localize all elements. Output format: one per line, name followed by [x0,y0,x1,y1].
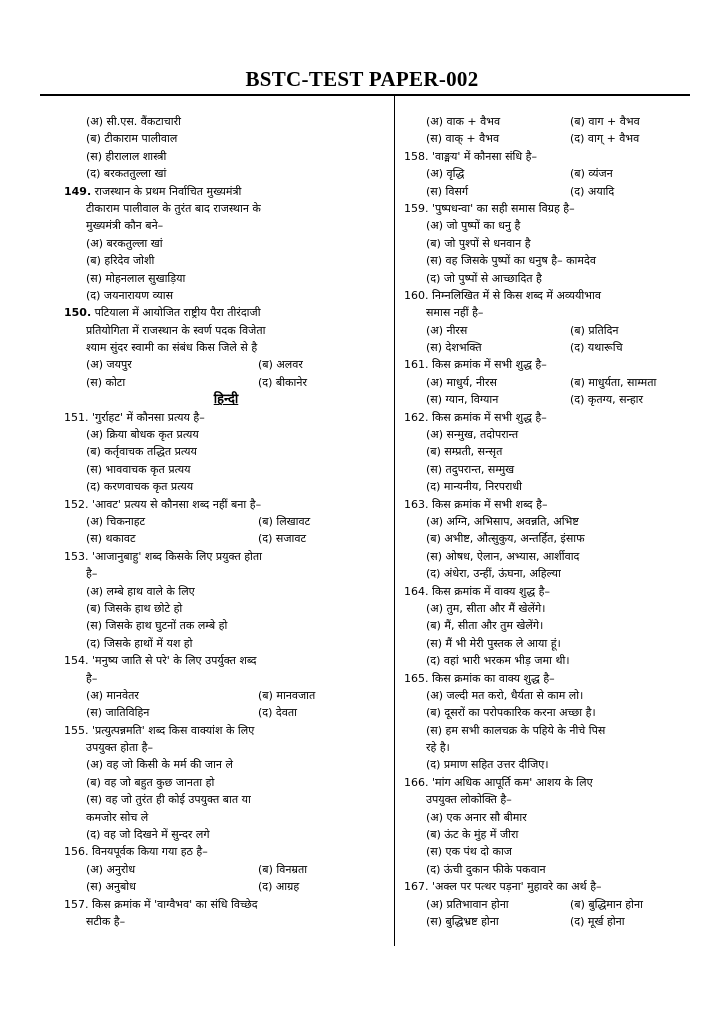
text-line [64,635,388,652]
text-line [64,896,388,913]
text-line [404,130,694,147]
line-text: (ब) दूसरों का परोपकारिक करना अच्छा है। [426,706,596,720]
line-text: (स) भाववाचक कृत प्रत्यय [86,462,191,476]
text-line [64,113,388,130]
text-line [404,530,694,547]
line-text: राजस्थान के प्रथम निर्वाचित मुख्यमंत्री [91,184,242,198]
text-line [64,583,388,600]
line-text: (स) ग्यान, विग्यान [426,393,499,407]
line-text: (स) ओषध, ऐलान, अभ्यास, आर्शीवाद [426,549,580,563]
line-text: (स) मैं भी मेरी पुस्तक ले आया हूं। [426,636,561,650]
text-line [64,791,388,808]
text-line [404,391,694,408]
text-line [404,304,694,321]
text-line [64,600,388,617]
header-rule [40,94,690,96]
line-text: (द) अंधेरा, उन्हीं, ऊंघना, अहिल्या [426,567,561,581]
option-second: (द) आग्रह [258,880,300,894]
line-text: (स) जिसके हाथ घुटनों तक लम्बे हो [86,619,228,633]
text-line [64,826,388,843]
text-line [404,913,694,930]
line-text: (अ) अनुरोध [86,862,136,876]
line-text: (ब) वह जो बहुत कुछ जानता हो [86,775,215,789]
text-line [64,617,388,634]
text-line [404,113,694,130]
line-text: (ब) अभीष्ट, औत्सुकुय, अन्तर्हित, इंसाफ [426,532,585,546]
left-column [64,113,388,930]
text-line [404,896,694,913]
line-text: (द) जयनारायण व्यास [86,288,174,302]
column-divider [394,96,395,946]
line-text: कमजोर सोच ले [86,810,149,824]
text-line [64,356,388,373]
line-text: (स) मोहनलाल सुखाड़िया [86,271,186,285]
line-text: सटीक है– [86,914,126,928]
line-text: (अ) बरकतुल्ला खां [86,236,163,250]
text-line [404,843,694,860]
line-text: (अ) एक अनार सौ बीमार [426,810,527,824]
text-line [404,756,694,773]
text-line [404,652,694,669]
line-text: 158. 'वाङ्मय' में कौनसा संधि है– [404,149,537,163]
line-text: 166. 'मांग अधिक आपूर्ति कम' आशय के लिए [404,775,593,789]
text-line [404,426,694,443]
text-line [404,409,694,426]
text-line [64,235,388,252]
line-text: (अ) वाक + वैभव [426,115,501,128]
text-line [404,617,694,634]
text-line [404,217,694,234]
text-line [64,687,388,704]
line-text: रहे है। [426,741,450,755]
line-text: (स) अनुबोध [86,880,136,894]
text-line [404,356,694,373]
text-line [64,426,388,443]
option-second: (द) यथारूचि [570,341,623,355]
text-line [404,478,694,495]
line-text: (स) विसर्ग [426,184,469,198]
line-text: (ब) हरिदेव जोशी [86,254,155,268]
option-second: (ब) बुद्धिमान होना [570,897,643,911]
text-line [404,165,694,182]
line-text: (अ) अग्नि, अभिसाप, अवन्नति, अभिष्ट [426,514,579,528]
text-line [64,774,388,791]
option-second: (ब) वाग + वैभव [570,115,640,128]
line-text: (द) बरकततुल्ला खां [86,167,167,181]
line-text: 151. 'गुर्राहट' में कौनसा प्रत्यय है– [64,410,205,424]
line-text: (अ) जो पुष्पों का धनु है [426,219,521,233]
line-text: (अ) सन्मुख, तदोपरान्त [426,428,519,442]
text-line [404,826,694,843]
text-line [404,704,694,721]
line-text: 160. निम्नलिखित में से किस शब्द में अव्ययीभाव [404,288,601,302]
line-text: (ब) कर्तृवाचक तद्धित प्रत्यय [86,445,197,459]
line-text: समास नहीं है– [426,306,484,320]
line-text: (स) एक पंथ दो काज [426,845,512,859]
text-line [404,235,694,252]
option-second: (द) कृतग्य, सन्हार [570,393,644,407]
question-number: 149. [64,184,92,198]
text-line [64,913,388,930]
text-line [404,739,694,756]
line-text: प्रतियोगिता में राजस्थान के स्वर्ण पदक विजेता [86,323,266,337]
text-line [64,496,388,513]
line-text: (अ) वह जो किसी के मर्म की जान ले [86,758,233,772]
line-text: 155. 'प्रत्युत्पन्नमति' शब्द किस वाक्यांश के लिए [64,723,255,737]
line-text: (अ) जयपुर [86,358,132,372]
text-line [64,565,388,582]
text-line [404,183,694,200]
line-text: (ब) जिसके हाथ छोटे हो [86,601,183,615]
text-line [404,339,694,356]
text-line [404,443,694,460]
text-line [64,878,388,895]
line-text: (ब) मैं, सीता और तुम खेलेंगे। [426,619,544,633]
page-title: BSTC-TEST PAPER-002 [245,67,479,91]
text-line [404,374,694,391]
line-text: 162. किस क्रमांक में सभी शुद्ध है– [404,410,547,424]
text-line [64,252,388,269]
text-line [404,252,694,269]
line-text: 154. 'मनुष्य जाति से परे' के लिए उपर्युक्त शब्द [64,654,257,668]
text-line [404,809,694,826]
line-text: (अ) सी.एस. वैंकटाचारी [86,115,181,128]
text-line [404,861,694,878]
line-text: है– [86,567,98,581]
line-text: 153. 'आजानुबाहु' शब्द किसके लिए प्रयुक्त होता [64,549,263,563]
text-line [404,461,694,478]
option-second: (द) अयादि [570,184,615,198]
line-text: (द) ऊंची दुकान फीके पकवान [426,862,546,876]
text-line [64,130,388,147]
option-second: (ब) व्यंजन [570,167,613,181]
line-text: है– [86,671,98,685]
text-line [404,635,694,652]
text-line [64,443,388,460]
line-text: (अ) वृद्धि [426,167,465,181]
line-text: (द) वहां भारी भरकम भीड़ जमा थी। [426,654,570,668]
option-second: (ब) माधुर्यता, साम्मता [570,375,657,389]
option-second: (ब) मानवजात [258,688,316,702]
text-line [64,513,388,530]
text-line [64,374,388,391]
option-second: (ब) अलवर [258,358,303,372]
text-line [64,409,388,426]
line-text: (अ) क्रिया बोधक कृत प्रत्यय [86,428,199,442]
line-text: श्याम सुंदर स्वामी का संबंध किस जिले से है [86,341,258,355]
line-text: पटियाला में आयोजित राष्ट्रीय पैरा तीरंदाजी [91,306,261,320]
line-text: (स) थकावट [86,532,136,546]
text-line [64,739,388,756]
question-line [64,183,388,200]
line-text: (द) मान्यनीय, निरपराधी [426,480,522,494]
option-second: (द) मूर्ख होना [570,914,625,928]
text-line [64,756,388,773]
text-line [64,809,388,826]
line-text: (स) तदुपरान्त, सम्मुख [426,462,515,476]
line-text: (द) जो पुष्पों से आच्छादित है [426,271,542,285]
text-line [64,339,388,356]
text-line [404,791,694,808]
text-line [404,496,694,513]
line-text: (अ) तुम, सीता और मैं खेलेंगे। [426,601,546,615]
line-text: (अ) लम्बे हाथ वाले के लिए [86,584,195,598]
text-line [64,200,388,217]
text-line [404,583,694,600]
text-line [64,217,388,234]
text-line [64,270,388,287]
line-text: (अ) नीरस [426,323,468,337]
line-text: (अ) प्रतिभावान होना [426,897,509,911]
text-line [404,322,694,339]
text-line [404,670,694,687]
line-text: (स) कोटा [86,375,126,389]
line-text: 152. 'आवट' प्रत्यय से कौनसा शब्द नहीं बना है– [64,497,262,511]
line-text: (स) वह जिसके पुष्पों का धनुष है– कामदेव [426,254,596,268]
line-text: (स) वाक् + वैभव [426,132,500,146]
text-line [404,774,694,791]
line-text: (स) बुद्धिभ्रष्ट होना [426,914,499,928]
text-line [64,722,388,739]
line-text: उपयुक्त होता है– [86,741,153,755]
line-text: (स) जातिविहिन [86,706,150,720]
question-line [64,304,388,321]
text-line [64,148,388,165]
text-line [64,861,388,878]
text-line [404,513,694,530]
line-text: (स) देशभक्ति [426,341,482,355]
text-line [64,322,388,339]
text-line [404,722,694,739]
line-text: (अ) चिकनाहट [86,514,146,528]
line-text: 161. किस क्रमांक में सभी शुद्ध है– [404,358,547,372]
option-second: (द) सजावट [258,532,307,546]
line-text: उपयुक्त लोकोक्ति है– [426,793,512,807]
text-line [64,652,388,669]
text-line [64,165,388,182]
line-text: टीकाराम पालीवाल के तुरंत बाद राजस्थान के [86,201,261,215]
line-text: (ब) टीकाराम पालीवाल [86,132,178,146]
option-second: (द) बीकानेर [258,375,307,389]
text-line [404,600,694,617]
line-text: (द) प्रमाण सहित उत्तर दीजिए। [426,758,549,772]
text-line [64,478,388,495]
line-text: (स) वह जो तुरंत ही कोई उपयुक्त बात या [86,793,251,807]
line-text: 164. किस क्रमांक में वाक्य शुद्ध है– [404,584,550,598]
line-text: 165. किस क्रमांक का वाक्य शुद्ध है– [404,671,555,685]
text-line [404,287,694,304]
text-line [64,548,388,565]
right-column [404,113,694,930]
text-line [64,843,388,860]
section-heading: हिन्दी [213,392,239,408]
line-text: (द) करणवाचक कृत प्रत्यय [86,480,194,494]
option-second: (ब) लिखावट [258,514,311,528]
line-text: (अ) माधुर्य, नीरस [426,375,497,389]
line-text: 157. किस क्रमांक में 'वाग्वैभव' का संधि विच्छेद [64,897,258,911]
text-line [404,270,694,287]
option-second: (ब) प्रतिदिन [570,323,619,337]
line-text: (स) हीरालाल शास्त्री [86,149,167,163]
line-text: 163. किस क्रमांक में सभी शब्द है– [404,497,548,511]
line-text: (द) जिसके हाथों में यश हो [86,636,193,650]
line-text: (स) हम सभी कालचक्र के पहिये के नीचे पिस [426,723,606,737]
line-text: (अ) मानवेतर [86,688,139,702]
text-line [64,461,388,478]
line-text: (ब) जो पुश्पों से धनवान है [426,236,531,250]
line-text: मुख्यमंत्री कौन बने– [86,219,164,233]
text-line [404,565,694,582]
line-text: (ब) ऊंट के मुंह में जीरा [426,828,519,842]
option-second: (द) देवता [258,706,297,720]
line-text: 159. 'पुष्पधन्वा' का सही समास विग्रह है– [404,201,575,215]
line-text: 156. विनयपूर्वक किया गया हठ है– [64,845,208,859]
text-line [64,704,388,721]
text-line [404,200,694,217]
line-text: (ब) सम्प्रती, सन्सृत [426,445,503,459]
text-line [404,687,694,704]
line-text: (द) वह जो दिखने में सुन्दर लगे [86,828,210,842]
line-text: 167. 'अक्ल पर पत्थर पड़ना' मुहावरे का अर्थ है– [404,880,602,894]
option-second: (ब) विनम्रता [258,862,308,876]
option-second: (द) वाग् + वैभव [570,132,640,146]
text-line [404,148,694,165]
line-text: (अ) जल्दी मत करो, धैर्यता से काम लो। [426,688,584,702]
text-line [64,287,388,304]
question-number: 150. [64,306,92,320]
text-line [64,670,388,687]
text-line [64,530,388,547]
text-line [404,878,694,895]
text-line [404,548,694,565]
